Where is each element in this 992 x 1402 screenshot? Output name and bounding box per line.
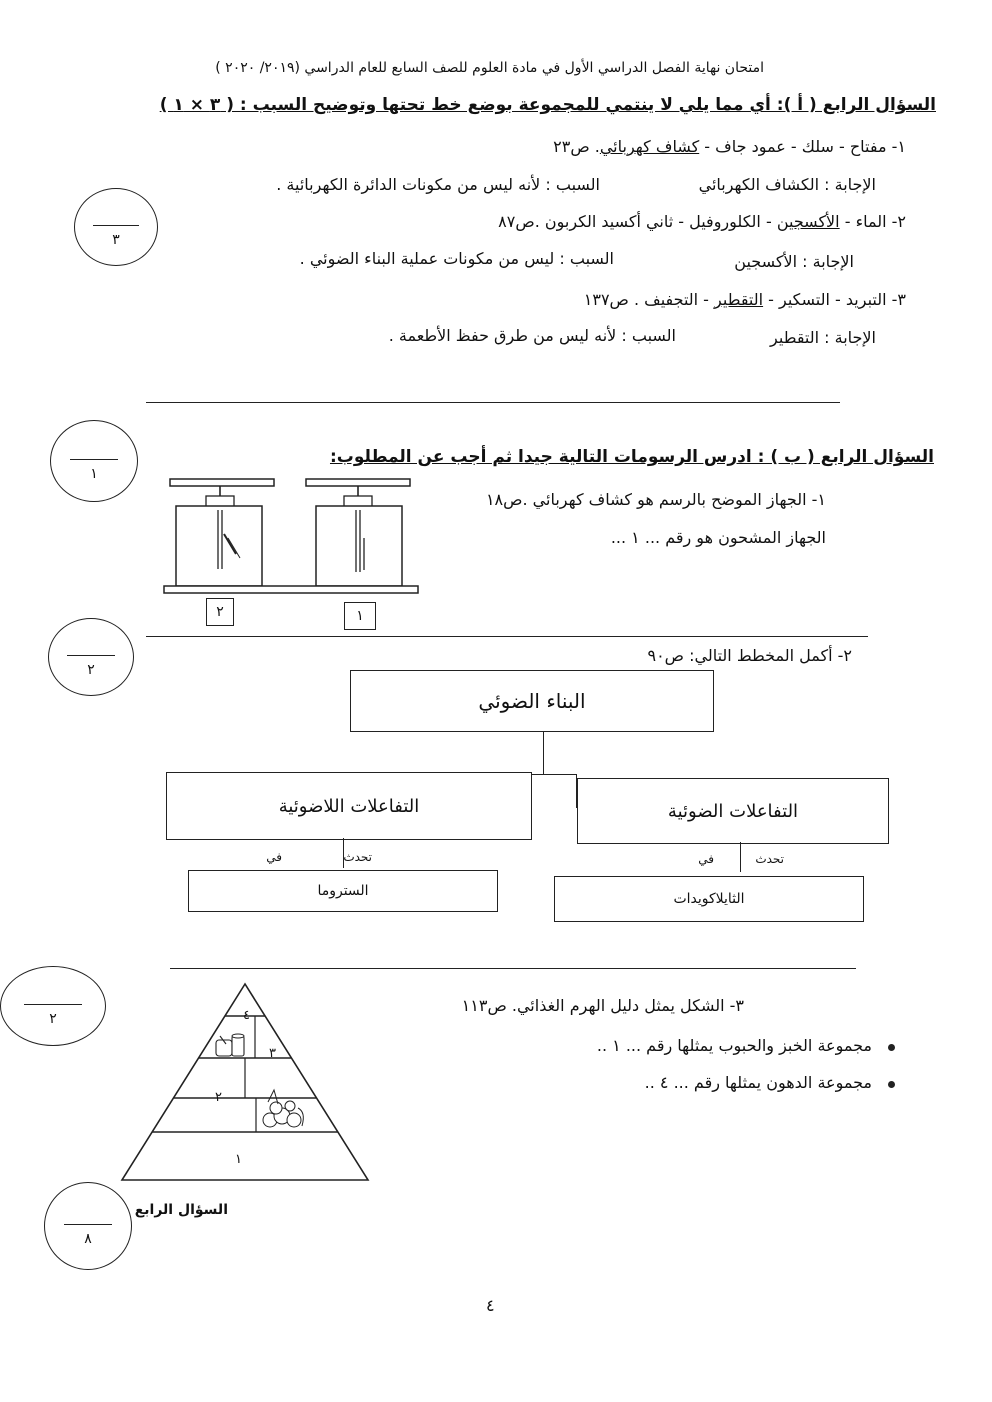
q4a-answer-2: الإجابة : الأكسجين bbox=[734, 252, 854, 271]
score-line bbox=[93, 225, 139, 226]
bullet bbox=[888, 1081, 895, 1088]
pyramid-label-4: ٤ bbox=[243, 1008, 250, 1023]
electroscopes-drawing bbox=[160, 474, 422, 634]
q4a-item-3 bbox=[584, 290, 906, 309]
page-number: ٤ bbox=[486, 1296, 495, 1315]
electroscope-2 bbox=[170, 479, 274, 586]
score-circle-q4b-2 bbox=[48, 618, 134, 696]
score-denominator: ١ bbox=[90, 465, 98, 482]
q4b-item-1-line-1: ١- الجهاز الموضح بالرسم هو كشاف كهربائي .ص١٨ bbox=[485, 490, 826, 509]
divider-right bbox=[740, 842, 741, 872]
q4a-reason-2: السبب : ليس من مكونات عملية البناء الضوئي . bbox=[299, 249, 614, 268]
score-line bbox=[64, 1224, 112, 1225]
q4a-item-2-pre: ٢- الماء - bbox=[839, 212, 906, 231]
separator bbox=[146, 402, 840, 403]
label-in-left: في bbox=[266, 850, 282, 864]
pyramid-label-3: ٣ bbox=[269, 1046, 276, 1061]
diagram-right-answer: الثايلاكويدات bbox=[554, 876, 864, 922]
bullet bbox=[888, 1044, 895, 1051]
q4a-item-2-post: - الكلوروفيل - ثاني أكسيد الكربون .ص٨٧ bbox=[498, 212, 777, 231]
q4a-item-1-post: . ص٢٣ bbox=[553, 137, 600, 156]
q4b-item-3-title: ٣- الشكل يمثل دليل الهرم الغذائي. ص١١٣ bbox=[461, 996, 744, 1015]
score-denominator: ٣ bbox=[112, 231, 120, 248]
q4b-heading: السؤال الرابع ( ب ) : ادرس الرسومات التالية جيدا ثم أجب عن المطلوب: bbox=[329, 447, 934, 467]
electroscope-1 bbox=[306, 479, 410, 586]
label-occurs-right: تحدث bbox=[755, 852, 784, 866]
q4a-reason-1: السبب : لأنه ليس من مكونات الدائرة الكهربائية . bbox=[276, 175, 600, 194]
score-denominator: ٢ bbox=[49, 1010, 57, 1027]
q4a-item-2-underlined: الأكسجين bbox=[776, 212, 840, 231]
diagram-left-answer: الستروما bbox=[188, 870, 498, 912]
diagram-left-node: التفاعلات اللاضوئية bbox=[166, 772, 532, 840]
q4a-item-3-post: - التجفيف . ص١٣٧ bbox=[583, 290, 715, 309]
label-in-right: في bbox=[698, 852, 714, 866]
q4a-item-1 bbox=[553, 137, 906, 156]
score-circle-q4b-3 bbox=[0, 966, 106, 1046]
q4b-item-1-line-2: الجهاز المشحون هو رقم ... ١ ... bbox=[610, 528, 826, 547]
pyramid-label-2: ٢ bbox=[215, 1090, 222, 1105]
connector-horizontal bbox=[530, 774, 576, 775]
total-score-label: السؤال الرابع bbox=[134, 1202, 228, 1218]
score-denominator: ٨ bbox=[84, 1231, 92, 1248]
q4b-bullet-1: مجموعة الخبز والحبوب يمثلها رقم ... ١ .. bbox=[596, 1036, 872, 1055]
q4a-item-1-pre: ١- مفتاح - سلك - عمود جاف - bbox=[699, 137, 906, 156]
separator bbox=[170, 968, 856, 969]
q4a-answer-1: الإجابة : الكشاف الكهربائي bbox=[698, 175, 876, 194]
label-occurs-left: تحدث bbox=[343, 850, 372, 864]
q4a-reason-3: السبب : لأنه ليس من طرق حفظ الأطعمة . bbox=[388, 326, 676, 345]
q4a-item-2 bbox=[498, 212, 906, 231]
score-circle-q4b-1 bbox=[50, 420, 138, 502]
connector-vertical bbox=[543, 732, 544, 774]
score-circle-q4a bbox=[74, 188, 158, 266]
q4a-answer-3: الإجابة : التقطير bbox=[770, 328, 876, 347]
q4a-item-1-underlined: كشاف كهربائي bbox=[599, 137, 700, 156]
q4b-item-2-title: ٢- أكمل المخطط التالي: ص٩٠ bbox=[647, 646, 852, 665]
diagram-right-node: التفاعلات الضوئية bbox=[577, 778, 889, 844]
device-label-2: ٢ bbox=[206, 598, 234, 626]
score-line bbox=[24, 1004, 82, 1005]
pyramid-label-1: ١ bbox=[235, 1152, 242, 1167]
score-line bbox=[70, 459, 118, 460]
q4a-item-3-underlined: التقطير bbox=[714, 290, 764, 309]
separator bbox=[146, 636, 868, 637]
q4a-heading: السؤال الرابع ( أ ): أي مما يلي لا ينتمي للمجموعة بوضع خط تحتها وتوضيح السبب : ( ٣ × ١ ) bbox=[159, 95, 936, 115]
q4b-bullet-2: مجموعة الدهون يمثلها رقم ... ٤ .. bbox=[644, 1073, 872, 1092]
q4a-item-3-pre: ٣- التبريد - التسكير - bbox=[763, 290, 906, 309]
diagram-root: البناء الضوئي bbox=[350, 670, 714, 732]
exam-header: امتحان نهاية الفصل الدراسي الأول في مادة العلوم للصف السابع للعام الدراسي (٢٠١٩/ ٢٠٢٠ ) bbox=[215, 60, 764, 76]
score-line bbox=[67, 655, 114, 656]
device-label-1: ١ bbox=[344, 602, 376, 630]
score-denominator: ٢ bbox=[87, 661, 95, 678]
score-circle-total bbox=[44, 1182, 132, 1270]
